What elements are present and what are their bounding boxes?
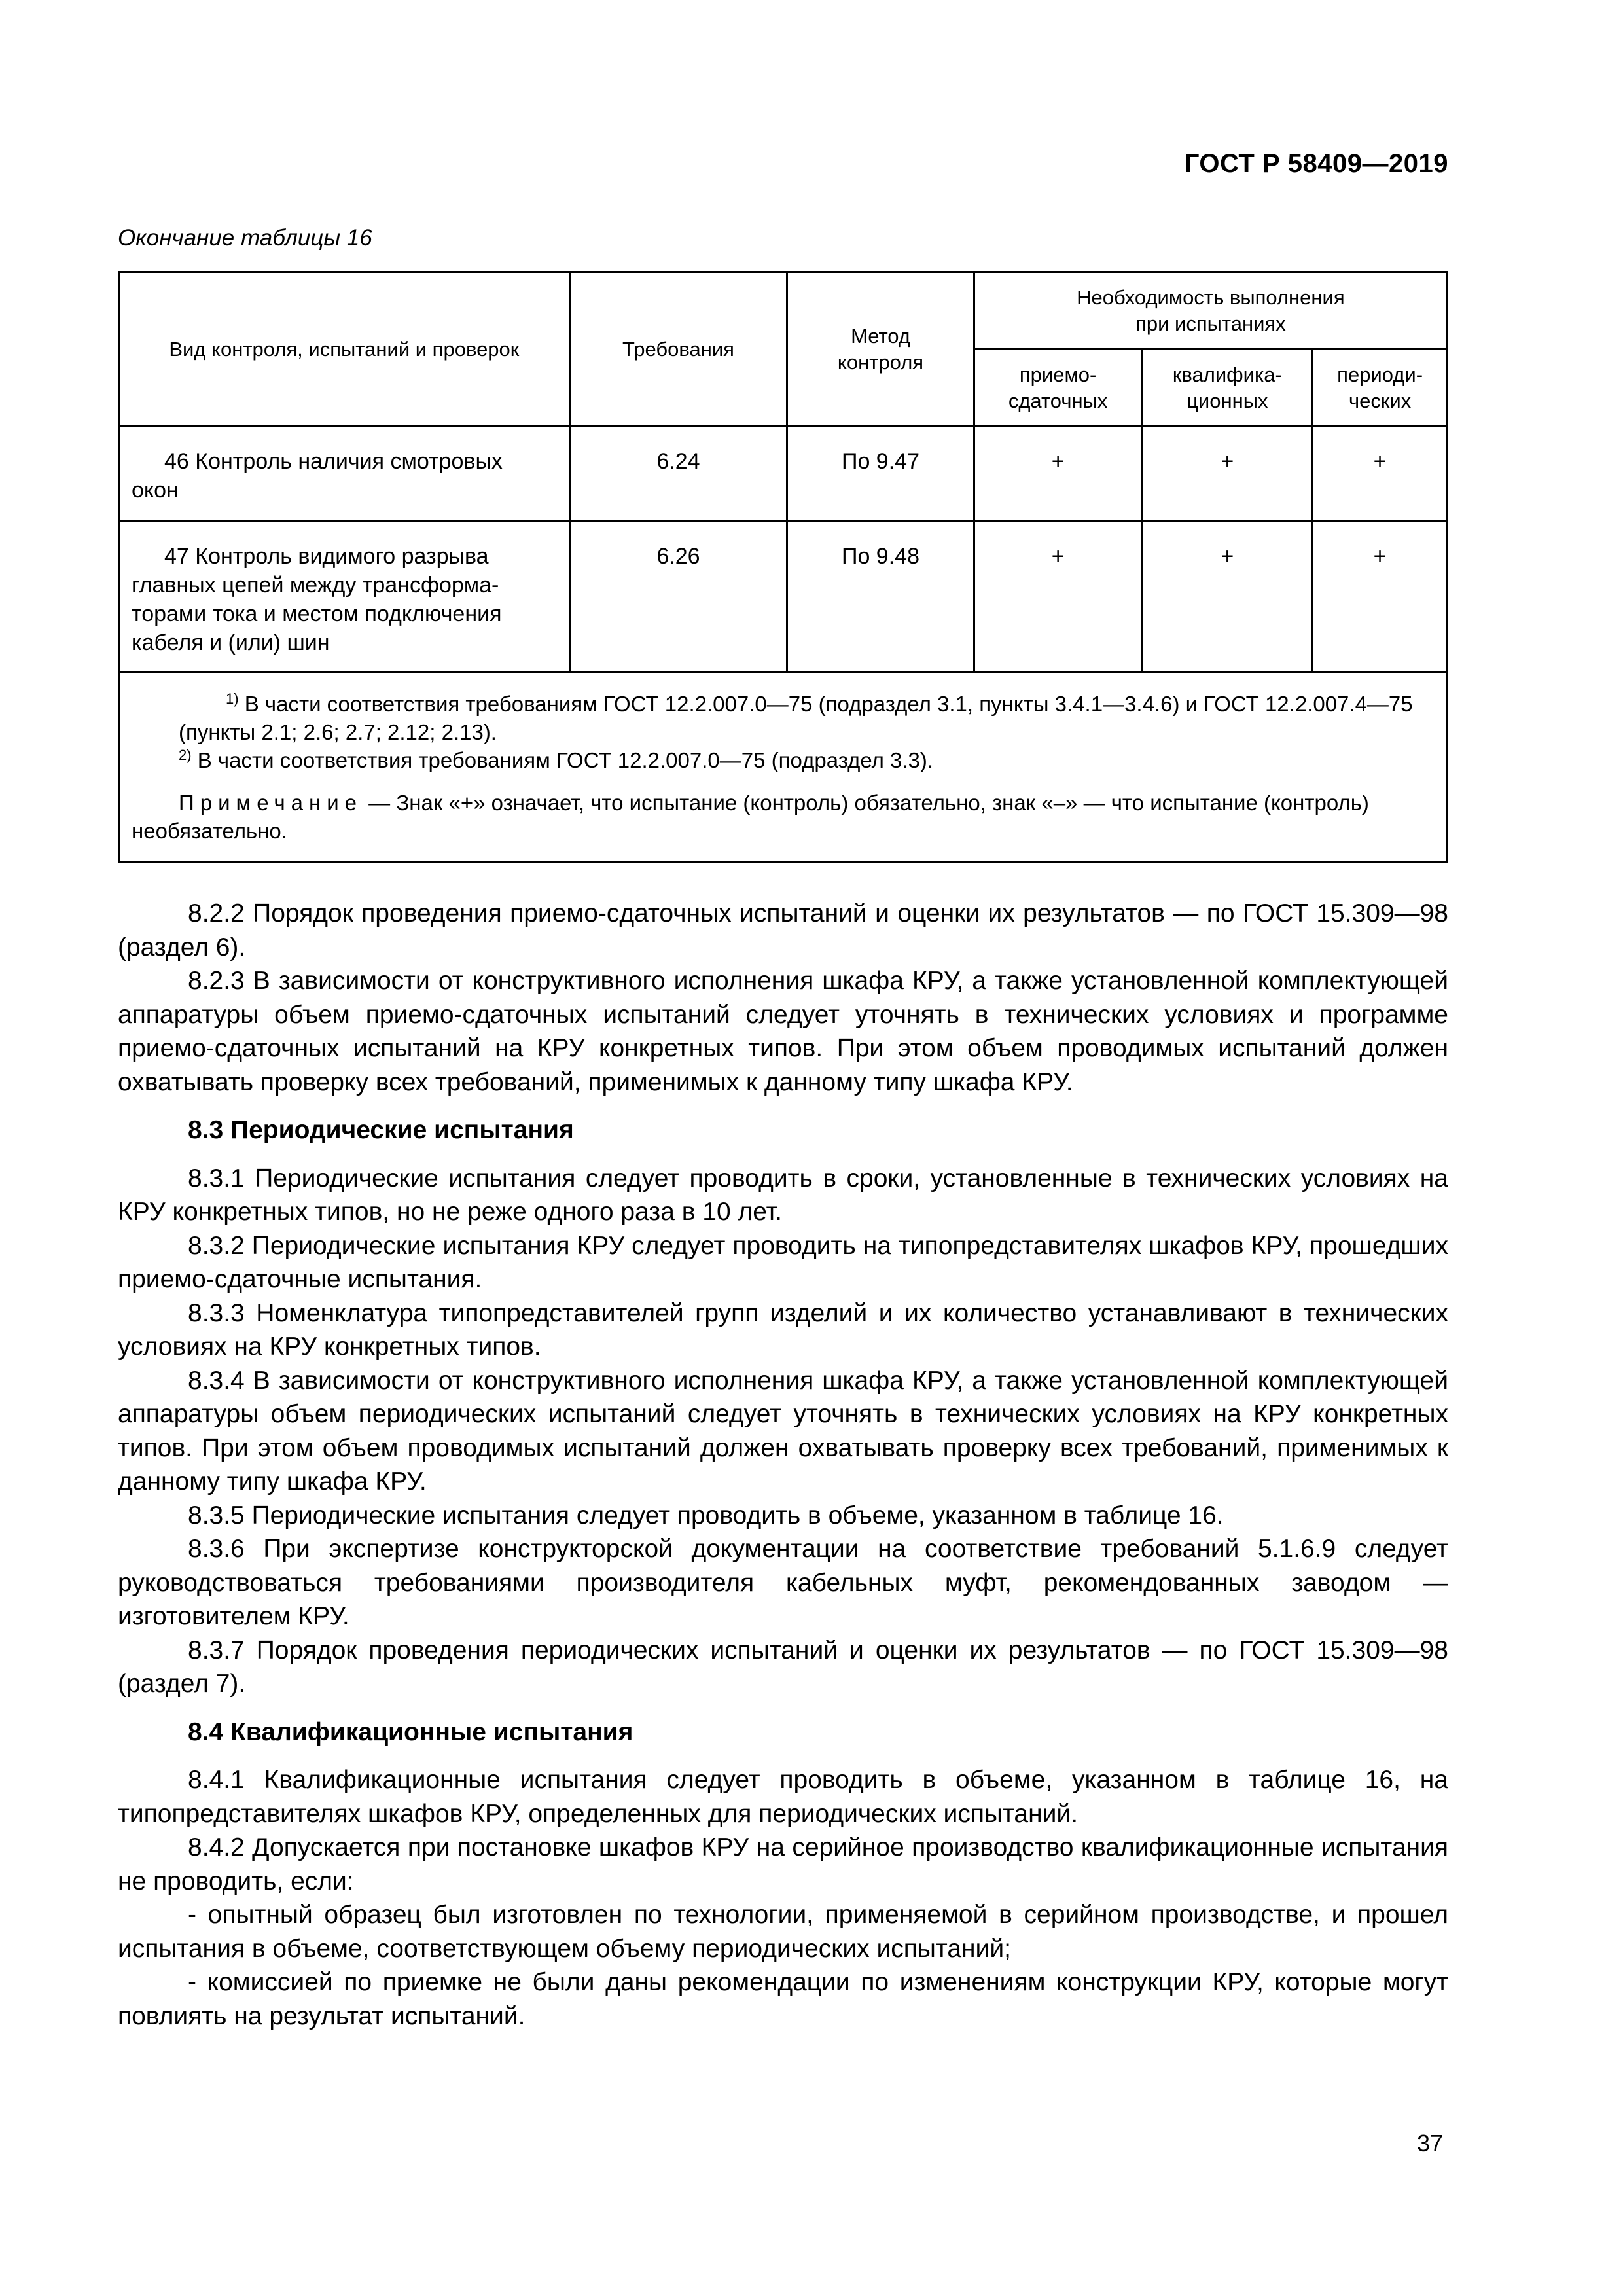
paragraph-8-3-2: 8.3.2 Периодические испытания КРУ следует проводить на типопредставителях шкафов КРУ, прошедших приемо-сдаточные испытания. xyxy=(118,1231,1448,1293)
list-item: - комиссией по приемке не были даны рекомендации по изменениям конструкции КРУ, которые могут повлиять на результат испытаний. xyxy=(118,1968,1448,2030)
row-47-periodic: + xyxy=(1313,522,1448,672)
footnote-1-mark: 1) xyxy=(226,691,239,707)
row-46-qualification: + xyxy=(1142,427,1313,522)
header-qualification-line2: ционных xyxy=(1186,389,1268,412)
paragraph-8-4-1: 8.4.1 Квалификационные испытания следует проводить в объеме, указанном в таблице 16, на типопредставителях шкафов КРУ, определенных для периодических испытаний. xyxy=(118,1766,1448,1828)
paragraph-8-2-3: 8.2.3 В зависимости от конструктивного исполнения шкафа КРУ, а также установленной комплектующей аппаратуры объем приемо-сдаточных испытаний следует уточнять в технических условиях и программе приемо-сдаточных испытаний на КРУ конкретных типов. При этом объем проводимых испытаний должен охватывать проверку всех требований, применимых к данному типу шкафа КРУ. xyxy=(118,967,1448,1096)
row-47-acceptance: + xyxy=(974,522,1142,672)
row-name-rest: окон xyxy=(132,478,179,503)
section-heading-8-4: 8.4 Квалификационные испытания xyxy=(188,1717,633,1746)
row-46-periodic: + xyxy=(1313,427,1448,522)
header-periodic-line2: ческих xyxy=(1348,389,1412,412)
footnote-2 xyxy=(132,746,1435,774)
header-method xyxy=(787,272,974,427)
table-notes xyxy=(119,672,1448,862)
section-heading-8-3: 8.3 Периодические испытания xyxy=(188,1116,574,1144)
table-row xyxy=(119,427,1448,522)
paragraph-8-3-7: 8.3.7 Порядок проведения периодических испытаний и оценки их результатов — по ГОСТ 15.309—98 (раздел 7). xyxy=(118,1636,1448,1698)
header-periodic-line1: периоди- xyxy=(1337,363,1423,386)
header-qualification-line1: квалифика- xyxy=(1172,363,1282,386)
row-46-method: По 9.47 xyxy=(787,427,974,522)
body-text xyxy=(118,897,1448,2033)
row-47-qualification: + xyxy=(1142,522,1313,672)
header-acceptance xyxy=(974,350,1142,427)
paragraph-8-2-2: 8.2.2 Порядок проведения приемо-сдаточных испытаний и оценки их результатов — по ГОСТ 15.309—98 (раздел 6). xyxy=(118,899,1448,961)
row-47-name xyxy=(119,522,570,672)
paragraph-8-4-2: 8.4.2 Допускается при постановке шкафов КРУ на серийное производство квалификационные испытания не проводить, если: xyxy=(118,1833,1448,1895)
row-name-first-line: 47 Контроль видимого разрыва xyxy=(164,544,489,569)
page-number: 37 xyxy=(1416,2130,1443,2157)
header-kind: Вид контроля, испытаний и проверок xyxy=(119,272,570,427)
table-16 xyxy=(118,271,1448,863)
paragraph-8-3-3: 8.3.3 Номенклатура типопредставителей групп изделий и их количество устанавливают в технических условиях на КРУ конкретных типов. xyxy=(118,1299,1448,1361)
header-qualification xyxy=(1142,350,1313,427)
footnote-2-text: В части соответствия требованиям ГОСТ 12.2.007.0—75 (подраздел 3.3). xyxy=(191,748,934,772)
header-periodic xyxy=(1313,350,1448,427)
row-47-requirements: 6.26 xyxy=(569,522,787,672)
row-name-rest: главных цепей между трансформа-торами тока и местом подключения кабеля и (или) шин xyxy=(132,573,502,655)
row-46-requirements: 6.24 xyxy=(569,427,787,522)
row-46-name xyxy=(119,427,570,522)
paragraph-8-3-1: 8.3.1 Периодические испытания следует проводить в сроки, установленные в технических условиях на КРУ конкретных типов, но не реже одного раза в 10 лет. xyxy=(118,1164,1448,1226)
header-necessity-line2: при испытаниях xyxy=(1135,312,1286,335)
table-note xyxy=(132,789,1435,845)
header-method-line2: контроля xyxy=(837,350,924,374)
row-46-acceptance: + xyxy=(974,427,1142,522)
header-method-line1: Метод xyxy=(851,324,910,348)
paragraph-8-3-5: 8.3.5 Периодические испытания следует проводить в объеме, указанном в таблице 16. xyxy=(188,1501,1224,1530)
header-necessity xyxy=(974,272,1447,350)
table-row xyxy=(119,522,1448,672)
note-text: — Знак «+» означает, что испытание (контроль) обязательно, знак «–» — что испытание (контроль) необязательно. xyxy=(132,791,1369,843)
table-caption: Окончание таблицы 16 xyxy=(118,225,372,251)
row-47-method: По 9.48 xyxy=(787,522,974,672)
paragraph-8-3-4: 8.3.4 В зависимости от конструктивного исполнения шкафа КРУ, а также установленной комплектующей аппаратуры объем периодических испытаний следует уточнять в технических условиях на КРУ конкретных типов. При этом объем проводимых испытаний должен охватывать проверку всех требований, применимых к данному типу шкафа КРУ. xyxy=(118,1366,1448,1496)
header-acceptance-line2: сдаточных xyxy=(1008,389,1108,412)
footnote-2-mark: 2) xyxy=(179,747,192,763)
header-necessity-line1: Необходимость выполнения xyxy=(1077,285,1345,309)
footnote-1 xyxy=(132,690,1435,746)
document-id: ГОСТ Р 58409—2019 xyxy=(1184,149,1448,178)
note-label: Примечание xyxy=(179,791,363,815)
row-name-first-line: 46 Контроль наличия смотровых xyxy=(164,449,503,474)
header-acceptance-line1: приемо- xyxy=(1019,363,1097,386)
footnote-1-text: В части соответствия требованиям ГОСТ 12.2.007.0—75 (подраздел 3.1, пункты 3.4.1—3.4.6) и ГОСТ 12.2.007.4—75 (пункты 2.1; 2.6; 2.7; 2.12; 2.13). xyxy=(179,692,1413,744)
list-item: - опытный образец был изготовлен по технологии, применяемой в серийном производстве, и прошел испытания в объеме, соответствующем объему периодических испытаний; xyxy=(118,1901,1448,1963)
paragraph-8-3-6: 8.3.6 При экспертизе конструкторской документации на соответствие требований 5.1.6.9 следует руководствоваться требованиями производителя кабельных муфт, рекомендованных заводом — изготовителем КРУ. xyxy=(118,1535,1448,1630)
header-requirements: Требования xyxy=(569,272,787,427)
